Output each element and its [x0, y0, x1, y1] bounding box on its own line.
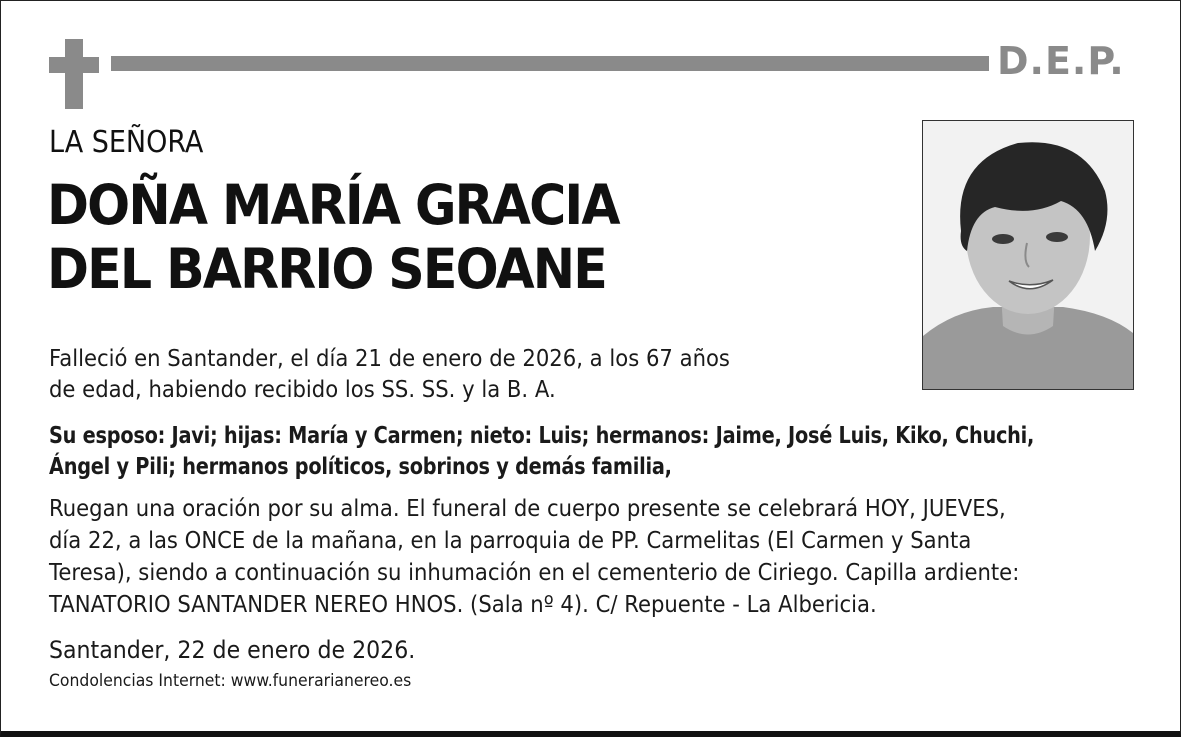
- deceased-name-line-1: DOÑA MARÍA GRACIA: [47, 173, 619, 237]
- family-list: [49, 421, 1133, 483]
- portrait-image: [923, 121, 1133, 389]
- cross-vertical-bar: [65, 39, 83, 109]
- death-notice-line-2: de edad, habiendo recibido los SS. SS. y la B. A.: [49, 377, 556, 403]
- deceased-name: [47, 173, 619, 301]
- family-list-line-1: Su esposo: Javi; hijas: María y Carmen; nieto: Luis; hermanos: Jaime, José Luis, Kiko, Chuchi,: [49, 423, 1035, 449]
- funeral-details-line-4: TANATORIO SANTANDER NEREO HNOS. (Sala nº 4). C/ Repuente - La Albericia.: [49, 592, 877, 618]
- place-date: Santander, 22 de enero de 2026.: [49, 636, 416, 664]
- funeral-details-line-3: Teresa), siendo a continuación su inhumación en el cementerio de Ciriego. Capilla ardiente:: [49, 560, 1020, 586]
- death-notice-line-1: Falleció en Santander, el día 21 de enero de 2026, a los 67 años: [49, 346, 730, 372]
- deceased-name-line-2: DEL BARRIO SEOANE: [47, 237, 607, 301]
- death-notice: [49, 344, 794, 406]
- header-rule: [111, 56, 989, 71]
- portrait-photo: [922, 120, 1134, 390]
- intro-title: LA SEÑORA: [49, 125, 204, 160]
- condolences-link[interactable]: Condolencias Internet: www.funerarianereo.es: [49, 671, 412, 691]
- family-list-line-2: Ángel y Pili; hermanos políticos, sobrinos y demás familia,: [49, 454, 672, 480]
- dep-label: D.E.P.: [997, 39, 1125, 83]
- funeral-details-line-2: día 22, a las ONCE de la mañana, en la parroquia de PP. Carmelitas (El Carmen y Santa: [49, 528, 972, 554]
- funeral-details-line-1: Ruegan una oración por su alma. El funeral de cuerpo presente se celebrará HOY, JUEVES,: [49, 496, 1006, 522]
- cross-horizontal-bar: [49, 57, 99, 73]
- funeral-details: [49, 493, 1107, 621]
